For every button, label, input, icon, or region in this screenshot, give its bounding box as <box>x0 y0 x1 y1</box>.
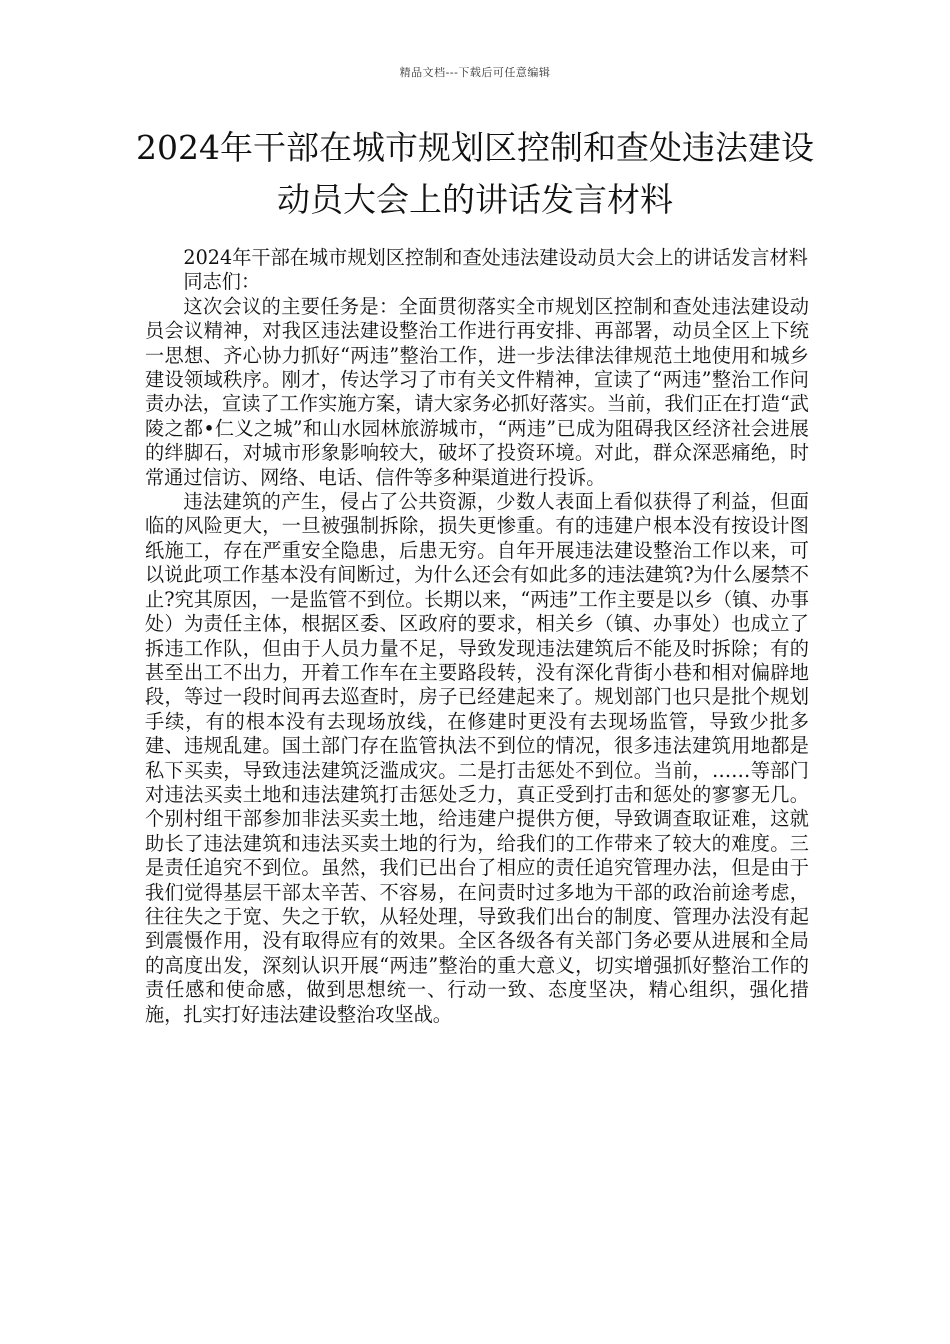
paragraph-main-tasks: 这次会议的主要任务是：全面贯彻落实全市规划区控制和查处违法建设动员会议精神，对我区违法建设整治工作进行再安排、再部署，动员全区上下统一思想、齐心协力抓好“两违”整治工作，进一步法律法律规范土地使用和城乡建设领域秩序。刚才，传达学习了市有关文件精神，宣读了“两违”整治工作问责办法，宣读了工作实施方案，请大家务必抓好落实。当前，我们正在打造“武陵之都•仁义之城”和山水园林旅游城市，“两违”已成为阻碍我区经济社会进展的绊脚石，对城市形象影响较大，破坏了投资环境。对此，群众深恶痛绝，时常通过信访、网络、电话、信件等多种渠道进行投诉。 <box>145 294 809 489</box>
paragraph-repeated-title: 2024年干部在城市规划区控制和查处违法建设动员大会上的讲话发言材料 <box>183 246 808 269</box>
document-title: 2024年干部在城市规划区控制和查处违法建设动员大会上的讲话发言材料 <box>136 128 814 219</box>
paragraph-salutation: 同志们： <box>183 270 261 294</box>
paragraph-causes-analysis: 违法建筑的产生，侵占了公共资源，少数人表面上看似获得了利益，但面临的风险更大，一旦被强制拆除，损失更惨重。有的违建户根本没有按设计图纸施工，存在严重安全隐患，后患无穷。自年开展违法建设整治工作以来，可以说此项工作基本没有间断过，为什么还会有如此多的违法建筑?为什么屡禁不止?究其原因，一是监管不到位。长期以来，“两违”工作主要是以乡（镇、办事处）为责任主体，根据区委、区政府的要求，相关乡（镇、办事处）也成立了拆违工作队，但由于人员力量不足，导致发现违法建筑后不能及时拆除；有的甚至出工不出力，开着工作车在主要路段转，没有深化背街小巷和相对偏辟地段，等过一段时间再去巡查时，房子已经建起来了。规划部门也只是批个规划手续，有的根本没有去现场放线，在修建时更没有去现场监管，导致少批多建、违规乱建。国土部门存在监管执法不到位的情况，很多违法建筑用地都是私下买卖，导致违法建筑泛滥成灾。二是打击惩处不到位。当前，……等部门对违法买卖土地和违法建筑打击惩处乏力，真正受到打击和惩处的寥寥无几。个别村组干部参加非法买卖土地，给违建户提供方便，导致调查取证难，这就助长了违法建筑和违法买卖土地的行为，给我们的工作带来了较大的难度。三是责任追究不到位。虽然，我们已出台了相应的责任追究管理办法，但是由于我们觉得基层干部太辛苦、不容易，在问责时过多地为干部的政治前途考虑，往往失之于宽、失之于软，从轻处理，导致我们出台的制度、管理办法没有起到震慑作用，没有取得应有的效果。全区各级各有关部门务必要从进展和全局的高度出发，深刻认识开展“两违”整治的重大意义，切实增强抓好整治工作的责任感和使命感，做到思想统一、行动一致、态度坚决，精心组织，强化措施，扎实打好违法建设整治攻坚战。 <box>145 490 809 1026</box>
document-body <box>145 246 809 1027</box>
header-note: 精品文档---下载后可任意编辑 <box>399 66 551 79</box>
